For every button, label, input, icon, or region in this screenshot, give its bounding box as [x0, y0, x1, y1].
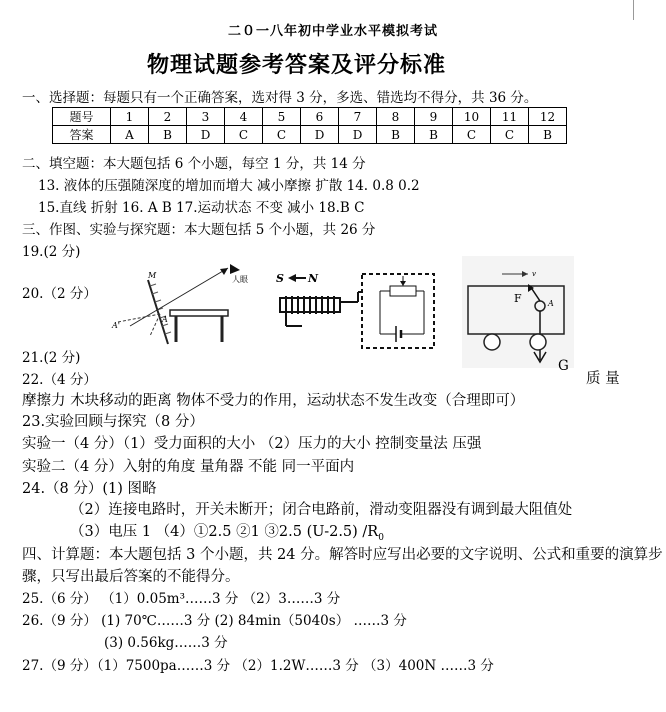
answer-line: 实验一（4 分）（1）受力面积的大小 （2）压力的大小 控制变量法 压强: [22, 436, 482, 452]
electromagnet-circuit-figure: [262, 262, 442, 352]
table-row: [53, 126, 567, 144]
label-g: G: [558, 358, 569, 374]
label-a-prime: A': [112, 321, 120, 330]
question-23: 23.实验回顾与探究（8 分）: [22, 414, 204, 430]
answer-line: 13. 液体的压强随深度的增加而增大 减小摩擦 扩散 14. 0.8 0.2: [38, 178, 420, 194]
table-cell: 7: [339, 108, 377, 126]
answer-line: 实验二（4 分）入射的角度 量角器 不能 同一平面内: [22, 459, 355, 475]
table-cell: A: [111, 126, 149, 144]
answer-line: 摩擦力 木块移动的距离 物体不受力的作用，运动状态不发生改变（合理即可）: [22, 393, 525, 409]
table-cell: C: [453, 126, 491, 144]
section-3-heading: 三、作图、实验与探究题：本大题包括 5 个小题，共 26 分: [22, 222, 376, 238]
label-cart-a: A: [548, 299, 554, 308]
cart-force-figure: [462, 256, 574, 368]
table-cell: 3: [187, 108, 225, 126]
answer-line: (3) 0.56kg……3 分: [104, 635, 228, 651]
answer-table: [52, 107, 567, 144]
mirror-ray-figure: [110, 262, 260, 347]
label-eye: 人眼: [232, 275, 248, 284]
section-1-heading: 一、选择题：每题只有一个正确答案，选对得 3 分，多选、错选均不得分，共 36 分。: [22, 90, 538, 106]
table-cell: C: [491, 126, 529, 144]
section-4-heading-cont: 骤，只写出最后答案的不能得分。: [22, 569, 240, 585]
section-4-heading: 四、计算题：本大题包括 3 个小题，共 24 分。解答时应写出必要的文字说明、公式和重要的演算步: [22, 547, 663, 563]
label-n: N: [308, 272, 319, 285]
table-cell: 12: [529, 108, 567, 126]
answer-line: （2）连接电路时，开关未断开；闭合电路前，滑动变阻器没有调到最大阻值处: [70, 502, 573, 518]
subscript: 0: [378, 532, 384, 543]
row-label-answer: 答案: [53, 126, 111, 144]
question-19: 19.(2 分): [22, 244, 81, 260]
table-cell: 1: [111, 108, 149, 126]
table-cell: 8: [377, 108, 415, 126]
margin-mark: [633, 0, 664, 20]
label-m: M: [148, 271, 157, 280]
table-cell: C: [263, 126, 301, 144]
question-20: 20.（2 分）: [22, 286, 97, 302]
table-cell: 5: [263, 108, 301, 126]
answer-mass: 质 量: [586, 371, 620, 387]
row-label-number: 题号: [53, 108, 111, 126]
table-cell: 9: [415, 108, 453, 126]
exam-subtitle: 二０一八年初中学业水平模拟考试: [228, 24, 439, 39]
question-21: 21.(2 分): [22, 350, 81, 366]
table-cell: B: [415, 126, 453, 144]
answer-line: 15.直线 折射 16. A B 17.运动状态 不变 减小 18.B C: [38, 200, 365, 216]
label-v: v: [532, 270, 536, 278]
table-cell: D: [339, 126, 377, 144]
table-cell: 10: [453, 108, 491, 126]
question-22: 22.（4 分）: [22, 372, 97, 388]
question-26: 26.（9 分） (1) 70℃……3 分 (2) 84min（5040s） ……3 分: [22, 613, 407, 629]
answer-text: （3）电压 1 （4）①2.5 ②1 ③2.5 (U-2.5) /R: [70, 524, 379, 540]
table-cell: B: [149, 126, 187, 144]
table-cell: D: [301, 126, 339, 144]
table-cell: B: [377, 126, 415, 144]
page-title: 物理试题参考答案及评分标准: [147, 53, 447, 78]
table-cell: 4: [225, 108, 263, 126]
label-s: S: [276, 272, 284, 285]
question-25: 25.（6 分） （1）0.05m³……3 分 （2）3……3 分: [22, 591, 341, 607]
section-2-heading: 二、填空题：本大题包括 6 个小题，每空 1 分，共 14 分: [22, 156, 366, 172]
table-cell: 2: [149, 108, 187, 126]
table-cell: C: [225, 126, 263, 144]
table-row: [53, 108, 567, 126]
table-cell: B: [529, 126, 567, 144]
question-24: 24.（8 分）(1) 图略: [22, 481, 157, 497]
answer-line: [70, 520, 384, 543]
table-cell: 11: [491, 108, 529, 126]
question-27: 27.（9 分）（1）7500pa……3 分 （2）1.2W……3 分 （3）400N ……3 分: [22, 658, 494, 674]
table-cell: 6: [301, 108, 339, 126]
label-a: A: [162, 315, 168, 324]
label-f: F: [514, 292, 522, 305]
table-cell: D: [187, 126, 225, 144]
